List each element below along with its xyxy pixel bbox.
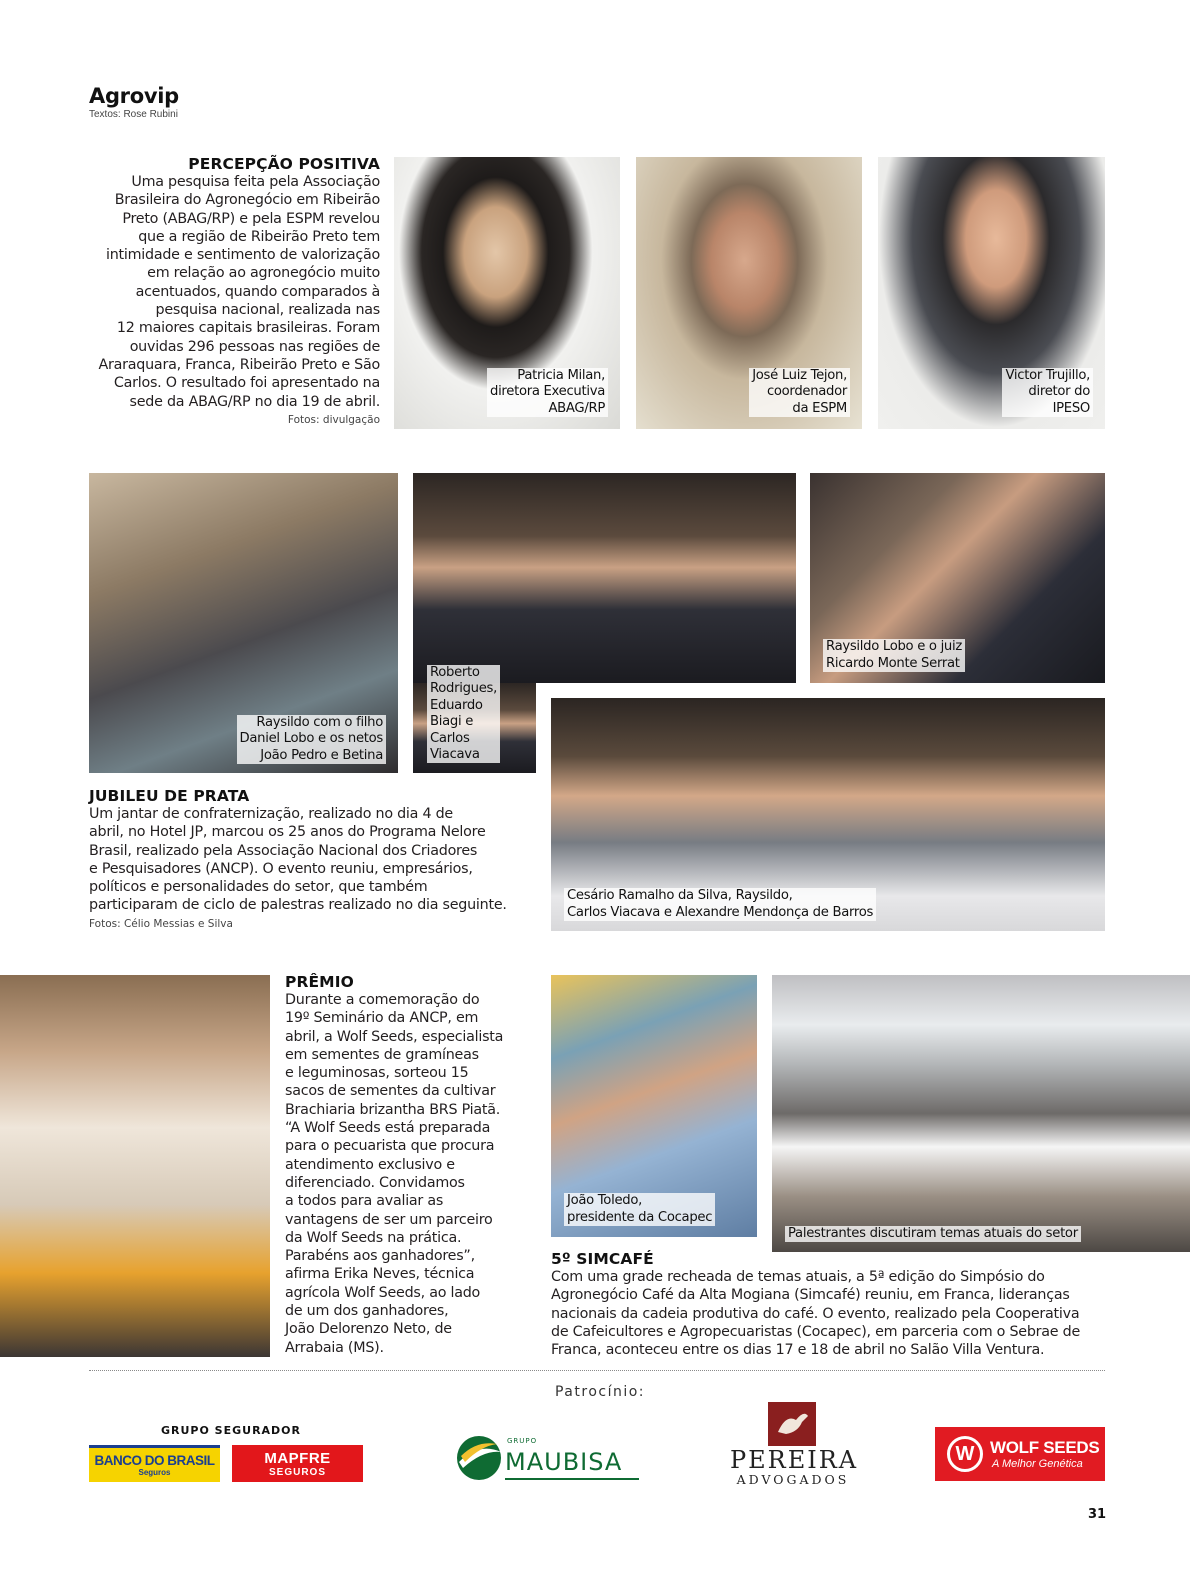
author-credit: Textos: Rose Rubini <box>89 109 178 120</box>
photo-raysildo-family <box>89 473 398 773</box>
premio-article <box>285 973 535 1357</box>
caption-raysildo-family: Raysildo com o filho Daniel Lobo e os netos João Pedro e Betina <box>237 715 386 764</box>
premio-body: Durante a comemoração do 19º Seminário da ANCP, em abril, a Wolf Seeds, especialista em sementes de gramíneas e leguminosas, sorteou 15 sacos de sementes da cultivar Brachiaria brizantha BRS Piatã. “A Wolf Seeds está preparada para o pecuarista que procura atendimento exclusivo e diferenciado. Convidamos a todos para avaliar as vantagens de ser um parceiro da Wolf Seeds na prática. Parabéns aos ganhadores”, afirma Erika Neves, técnica agrícola Wolf Seeds, ao lado de um dos ganhadores, João Delorenzo Neto, de Arrabaia (MS). <box>285 992 504 1356</box>
photo-jose-luiz-tejon <box>636 157 862 429</box>
banco-do-brasil-logo: BANCO DO BRASIL Seguros <box>89 1445 220 1482</box>
sponsor-label: Patrocínio: <box>554 1384 646 1400</box>
photo-premio-winner <box>0 975 270 1357</box>
jubileu-photo-credit: Fotos: Célio Messias e Silva <box>89 917 233 930</box>
caption-joao-toledo: João Toledo, presidente da Cocapec <box>564 1193 715 1226</box>
caption-victor-trujillo: Victor Trujillo, diretor do IPESO <box>1002 368 1093 417</box>
caption-cesario-group: Cesário Ramalho da Silva, Raysildo, Carlos Viacava e Alexandre Mendonça de Barros <box>564 888 876 921</box>
photo-victor-trujillo <box>878 157 1105 429</box>
caption-raysildo-ricardo: Raysildo Lobo e o juiz Ricardo Monte Serrat <box>823 639 965 672</box>
percepcao-photo-credit: Fotos: divulgação <box>287 413 380 426</box>
wolf-seeds-logo: W WOLF SEEDS A Melhor Genética <box>935 1427 1105 1481</box>
mapfre-logo: MAPFRE SEGUROS <box>232 1445 363 1482</box>
simcafe-article <box>551 1250 1111 1359</box>
photo-joao-toledo <box>551 975 757 1237</box>
grupo-segurador-label: GRUPO SEGURADOR <box>161 1424 302 1437</box>
caption-patricia-milan: Patricia Milan, diretora Executiva ABAG/RP <box>487 368 608 417</box>
photo-palestrantes <box>772 975 1190 1252</box>
jubileu-article <box>89 787 539 930</box>
percepcao-article <box>89 155 380 426</box>
section-name: Agrovip <box>89 84 179 108</box>
caption-roberto-eduardo-carlos: Roberto Rodrigues, Eduardo Biagi e Carlos Viacava <box>427 665 500 763</box>
wolf-seeds-w-icon: W <box>947 1436 983 1472</box>
photo-patricia-milan <box>394 157 620 429</box>
photo-roberto-eduardo-carlos <box>413 473 796 683</box>
maubisa-leaf-icon <box>455 1434 503 1482</box>
jubileu-title: JUBILEU DE PRATA <box>89 787 250 805</box>
photo-raysildo-ricardo <box>810 473 1105 683</box>
sponsor-divider <box>89 1370 1105 1371</box>
premio-title: PRÊMIO <box>285 973 354 991</box>
percepcao-title: PERCEPÇÃO POSITIVA <box>188 155 380 173</box>
pereira-emblem-icon <box>768 1402 816 1446</box>
pereira-advogados-logo: PEREIRA ADVOGADOS <box>730 1400 856 1484</box>
jubileu-body: Um jantar de confraternização, realizado no dia 4 de abril, no Hotel JP, marcou os 25 anos do Programa Nelore Brasil, realizado pela Associação Nacional dos Criadores e Pesquisadores (ANCP). O evento reuniu, empresários, políticos e personalidades do setor, que também participaram de ciclo de palestras realizado no dia seguinte. <box>89 806 507 914</box>
simcafe-title: 5º SIMCAFÉ <box>551 1250 654 1268</box>
caption-jose-luiz-tejon: José Luiz Tejon, coordenador da ESPM <box>749 368 850 417</box>
caption-palestrantes: Palestrantes discutiram temas atuais do setor <box>785 1226 1081 1242</box>
percepcao-body: Uma pesquisa feita pela Associação Brasileira do Agronegócio em Ribeirão Preto (ABAG/RP) e pela ESPM revelou que a região de Ribeirão Preto tem intimidade e sentimento de valorização em relação ao agronegócio muito acentuados, quando comparados à pesquisa nacional, realizada nas 12 maiores capitais brasileiras. Foram ouvidas 296 pessoas nas regiões de Araraquara, Franca, Ribeirão Preto e São Carlos. O resultado foi apresentado na sede da ABAG/RP no dia 19 de abril. <box>98 174 380 410</box>
page-number: 31 <box>1088 1507 1107 1522</box>
simcafe-body: Com uma grade recheada de temas atuais, a 5ª edição do Simpósio do Agronegócio Café da Alta Mogiana (Simcafé) reuniu, em Franca, lideranças nacionais da cadeia produtiva do café. O evento, realizado pela Cooperativa de Cafeicultores e Agropecuaristas (Cocapec), em parceria com o Sebrae de Franca, aconteceu entre os dias 17 e 18 de abril no Salão Villa Ventura. <box>551 1269 1081 1359</box>
maubisa-logo: GRUPO MAUBISA <box>455 1432 640 1484</box>
photo-cesario-group <box>551 698 1105 931</box>
